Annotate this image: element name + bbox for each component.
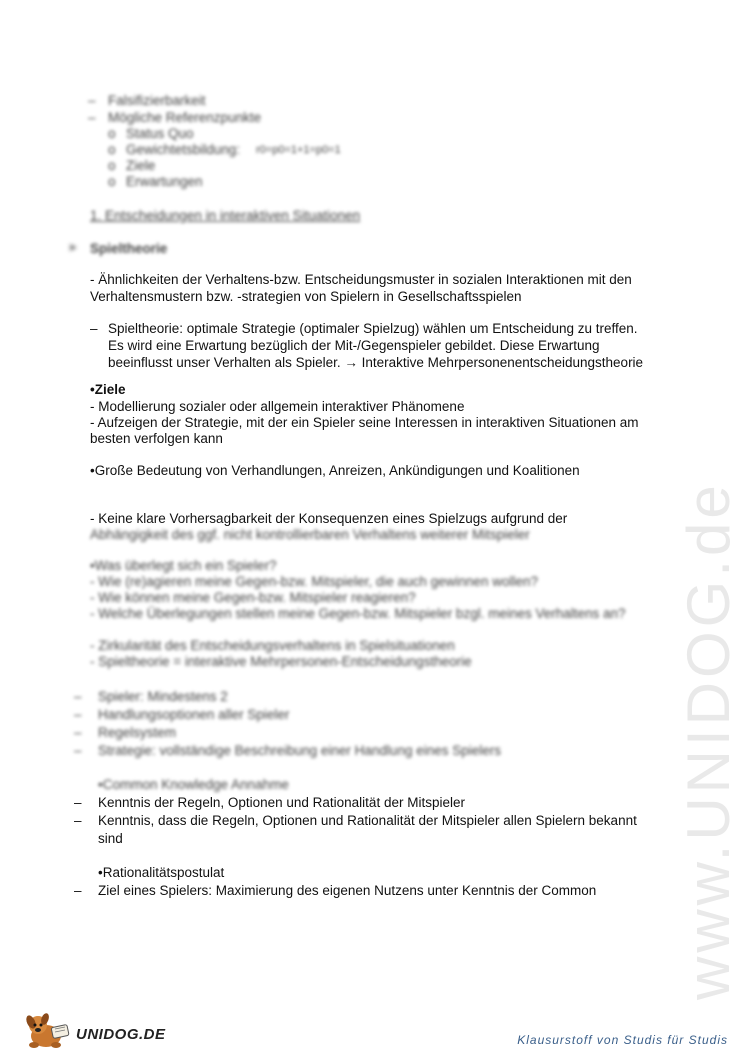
section-heading: •Rationalitätspostulat	[98, 865, 225, 880]
watermark: www.UNIDOG.de	[675, 481, 742, 1000]
dog-icon	[22, 1012, 74, 1050]
logo-text: UNIDOG.DE	[76, 1026, 166, 1043]
dash: –	[74, 813, 82, 828]
text-line: Verhaltensmustern bzw. -strategien von Spielern in Gesellschaftsspielen	[90, 289, 522, 304]
text-line: besten verfolgen kann	[90, 431, 223, 446]
list-item: Strategie: vollständige Beschreibung einer Handlung eines Spielers	[98, 743, 502, 758]
list-item: Spieler: Mindestens 2	[98, 689, 228, 704]
list-item: Ziele	[126, 158, 156, 173]
text-line: Es wird eine Erwartung bezüglich der Mit-/Gegenspieler gebildet. Diese Erwartung	[108, 338, 600, 353]
list-item: Handlungsoptionen aller Spieler	[98, 707, 290, 722]
dash: –	[74, 795, 82, 810]
list-item: Falsifizierbarkeit	[108, 93, 206, 108]
dash: –	[74, 707, 82, 722]
list-item: sind	[98, 831, 123, 846]
section-heading: Spieltheorie	[90, 241, 168, 256]
sub-bullet: o	[108, 142, 116, 157]
text-line: - Welche Überlegungen stellen meine Gegen-bzw. Mitspieler bzgl. meines Verhaltens an?	[90, 606, 626, 621]
text-line: - Keine klare Vorhersagbarkeit der Konsequenzen eines Spielzugs aufgrund der	[90, 511, 568, 526]
dash: –	[74, 743, 82, 758]
dash: –	[88, 93, 96, 108]
sub-bullet: o	[108, 174, 116, 189]
section-heading: 1. Entscheidungen in interaktiven Situationen	[90, 208, 361, 223]
text-line: - Wie können meine Gegen-bzw. Mitspieler reagieren?	[90, 590, 416, 605]
text-line: - Wie (re)agieren meine Gegen-bzw. Mitspieler, die auch gewinnen wollen?	[90, 574, 538, 589]
text-line: Spieltheorie: optimale Strategie (optimaler Spielzug) wählen um Entscheidung zu treffen.	[108, 321, 638, 336]
text-line: - Aufzeigen der Strategie, mit der ein Spieler seine Interessen in interaktiven Situationen am	[90, 415, 639, 430]
list-item: Mögliche Referenzpunkte	[108, 110, 262, 125]
list-item: Ziel eines Spielers: Maximierung des eigenen Nutzens unter Kenntnis der Common	[98, 883, 597, 898]
sub-bullet: o	[108, 158, 116, 173]
list-item: Kenntnis, dass die Regeln, Optionen und Rationalität der Mitspieler allen Spielern bekannt	[98, 813, 637, 828]
text-line: Abhängigkeit des ggf. nicht kontrollierbaren Verhaltens weiterer Mitspieler	[90, 527, 530, 542]
dash: –	[74, 883, 82, 898]
dash: –	[74, 689, 82, 704]
text-line: - Zirkularität des Entscheidungsverhaltens in Spielsituationen	[90, 638, 455, 653]
sub-bullet: o	[108, 126, 116, 141]
text-line: - Modellierung sozialer oder allgemein interaktiver Phänomene	[90, 399, 465, 414]
text-line: •Was überlegt sich ein Spieler?	[90, 558, 277, 573]
list-item: Kenntnis der Regeln, Optionen und Rationalität der Mitspieler	[98, 795, 465, 810]
unidog-logo[interactable]	[22, 1012, 166, 1050]
formula: r0=p0=1+1=p0=1	[256, 144, 341, 156]
bullet-line: •Große Bedeutung von Verhandlungen, Anreizen, Ankündigungen und Koalitionen	[90, 463, 580, 478]
text-line: - Spieltheorie = interaktive Mehrpersonen-Entscheidungstheorie	[90, 654, 472, 669]
list-item: Regelsystem	[98, 725, 177, 740]
section-heading: •Ziele	[90, 382, 126, 397]
arrow-bullet-icon: ➤	[68, 242, 78, 254]
list-item: Gewichtetsbildung:	[126, 142, 241, 157]
dash: –	[88, 110, 96, 125]
text-line: - Ähnlichkeiten der Verhaltens-bzw. Entscheidungsmuster in sozialen Interaktionen mit den	[90, 272, 632, 287]
list-item: Status Quo	[126, 126, 194, 141]
dash: –	[90, 321, 98, 336]
section-heading: •Common Knowledge Annahme	[98, 777, 289, 792]
list-item: Erwartungen	[126, 174, 203, 189]
text-line: beeinflusst unser Verhalten als Spieler. → Interaktive Mehrpersonenentscheidungstheorie	[108, 355, 644, 370]
footer-tagline: Klausurstoff von Studis für Studis	[517, 1033, 728, 1047]
dash: –	[74, 725, 82, 740]
